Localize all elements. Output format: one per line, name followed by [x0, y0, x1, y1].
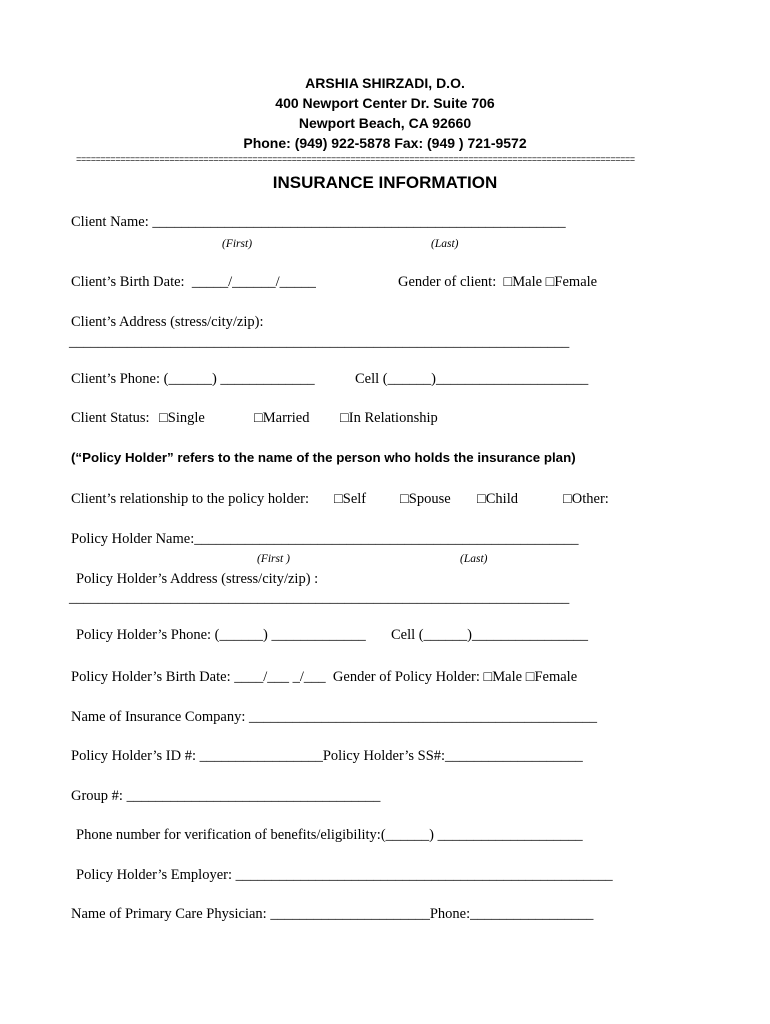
- relationship-other-checkbox[interactable]: □Other:: [563, 491, 609, 507]
- group-number-field[interactable]: Group #: ___________________________________: [71, 788, 381, 804]
- relationship-label: Client’s relationship to the policy holder:: [71, 491, 310, 507]
- practice-phone-fax: Phone: (949) 922-5878 Fax: (949 ) 721-9572: [243, 135, 527, 151]
- client-status-label: Client Status:: [71, 410, 150, 426]
- client-cell-field[interactable]: Cell (______)_____________________: [355, 371, 589, 387]
- policy-holder-employer-field[interactable]: Policy Holder’s Employer: ____________________________________________________: [76, 867, 613, 883]
- practice-name: ARSHIA SHIRZADI, D.O.: [305, 75, 465, 91]
- status-married-checkbox[interactable]: □Married: [254, 410, 310, 426]
- client-birth-date-field[interactable]: Client’s Birth Date: _____/______/_____: [71, 274, 316, 290]
- status-in-relationship-checkbox[interactable]: □In Relationship: [340, 410, 438, 426]
- client-phone-field[interactable]: Client’s Phone: (______) _____________: [71, 371, 315, 387]
- policy-holder-first-name-caption: (First ): [257, 553, 290, 565]
- verification-phone-field[interactable]: Phone number for verification of benefits/eligibility:(______) ____________________: [76, 827, 583, 843]
- practice-address-line1: 400 Newport Center Dr. Suite 706: [275, 95, 495, 111]
- relationship-child-checkbox[interactable]: □Child: [477, 491, 518, 507]
- policy-holder-last-name-caption: (Last): [460, 553, 488, 565]
- client-name-field[interactable]: Client Name: _________________________________________________________: [71, 214, 566, 230]
- client-gender-field[interactable]: Gender of client: □Male □Female: [398, 274, 598, 290]
- client-address-field[interactable]: _____________________________________________________________________: [69, 334, 570, 350]
- status-single-checkbox[interactable]: □Single: [159, 410, 205, 426]
- client-last-name-caption: (Last): [431, 238, 459, 250]
- page-title: INSURANCE INFORMATION: [272, 173, 498, 192]
- client-address-label: Client’s Address (stress/city/zip):: [71, 314, 264, 330]
- relationship-self-checkbox[interactable]: □Self: [334, 491, 367, 507]
- policy-holder-phone-field[interactable]: Policy Holder’s Phone: (______) _____________: [76, 627, 366, 643]
- policy-holder-address-field[interactable]: _____________________________________________________________________: [69, 590, 570, 606]
- insurance-company-field[interactable]: Name of Insurance Company: ________________________________________________: [71, 709, 597, 725]
- policy-holder-note: (“Policy Holder” refers to the name of the person who holds the insurance plan): [71, 450, 576, 465]
- policy-holder-name-field[interactable]: Policy Holder Name:_____________________________________________________: [71, 531, 579, 547]
- practice-address-line2: Newport Beach, CA 92660: [298, 115, 472, 131]
- header-divider: ==================================================================================================================: [76, 155, 635, 165]
- policy-holder-birth-gender-field[interactable]: Policy Holder’s Birth Date: ____/___ _/___ Gender of Policy Holder: □Male □Female: [71, 669, 578, 685]
- policy-holder-id-ss-field[interactable]: Policy Holder’s ID #: _________________Policy Holder’s SS#:___________________: [71, 748, 583, 764]
- relationship-spouse-checkbox[interactable]: □Spouse: [400, 491, 451, 507]
- policy-holder-cell-field[interactable]: Cell (______)________________: [391, 627, 588, 643]
- client-first-name-caption: (First): [222, 238, 253, 250]
- policy-holder-address-label: Policy Holder’s Address (stress/city/zip) :: [76, 571, 319, 587]
- primary-care-physician-field[interactable]: Name of Primary Care Physician: ______________________Phone:_________________: [71, 906, 594, 922]
